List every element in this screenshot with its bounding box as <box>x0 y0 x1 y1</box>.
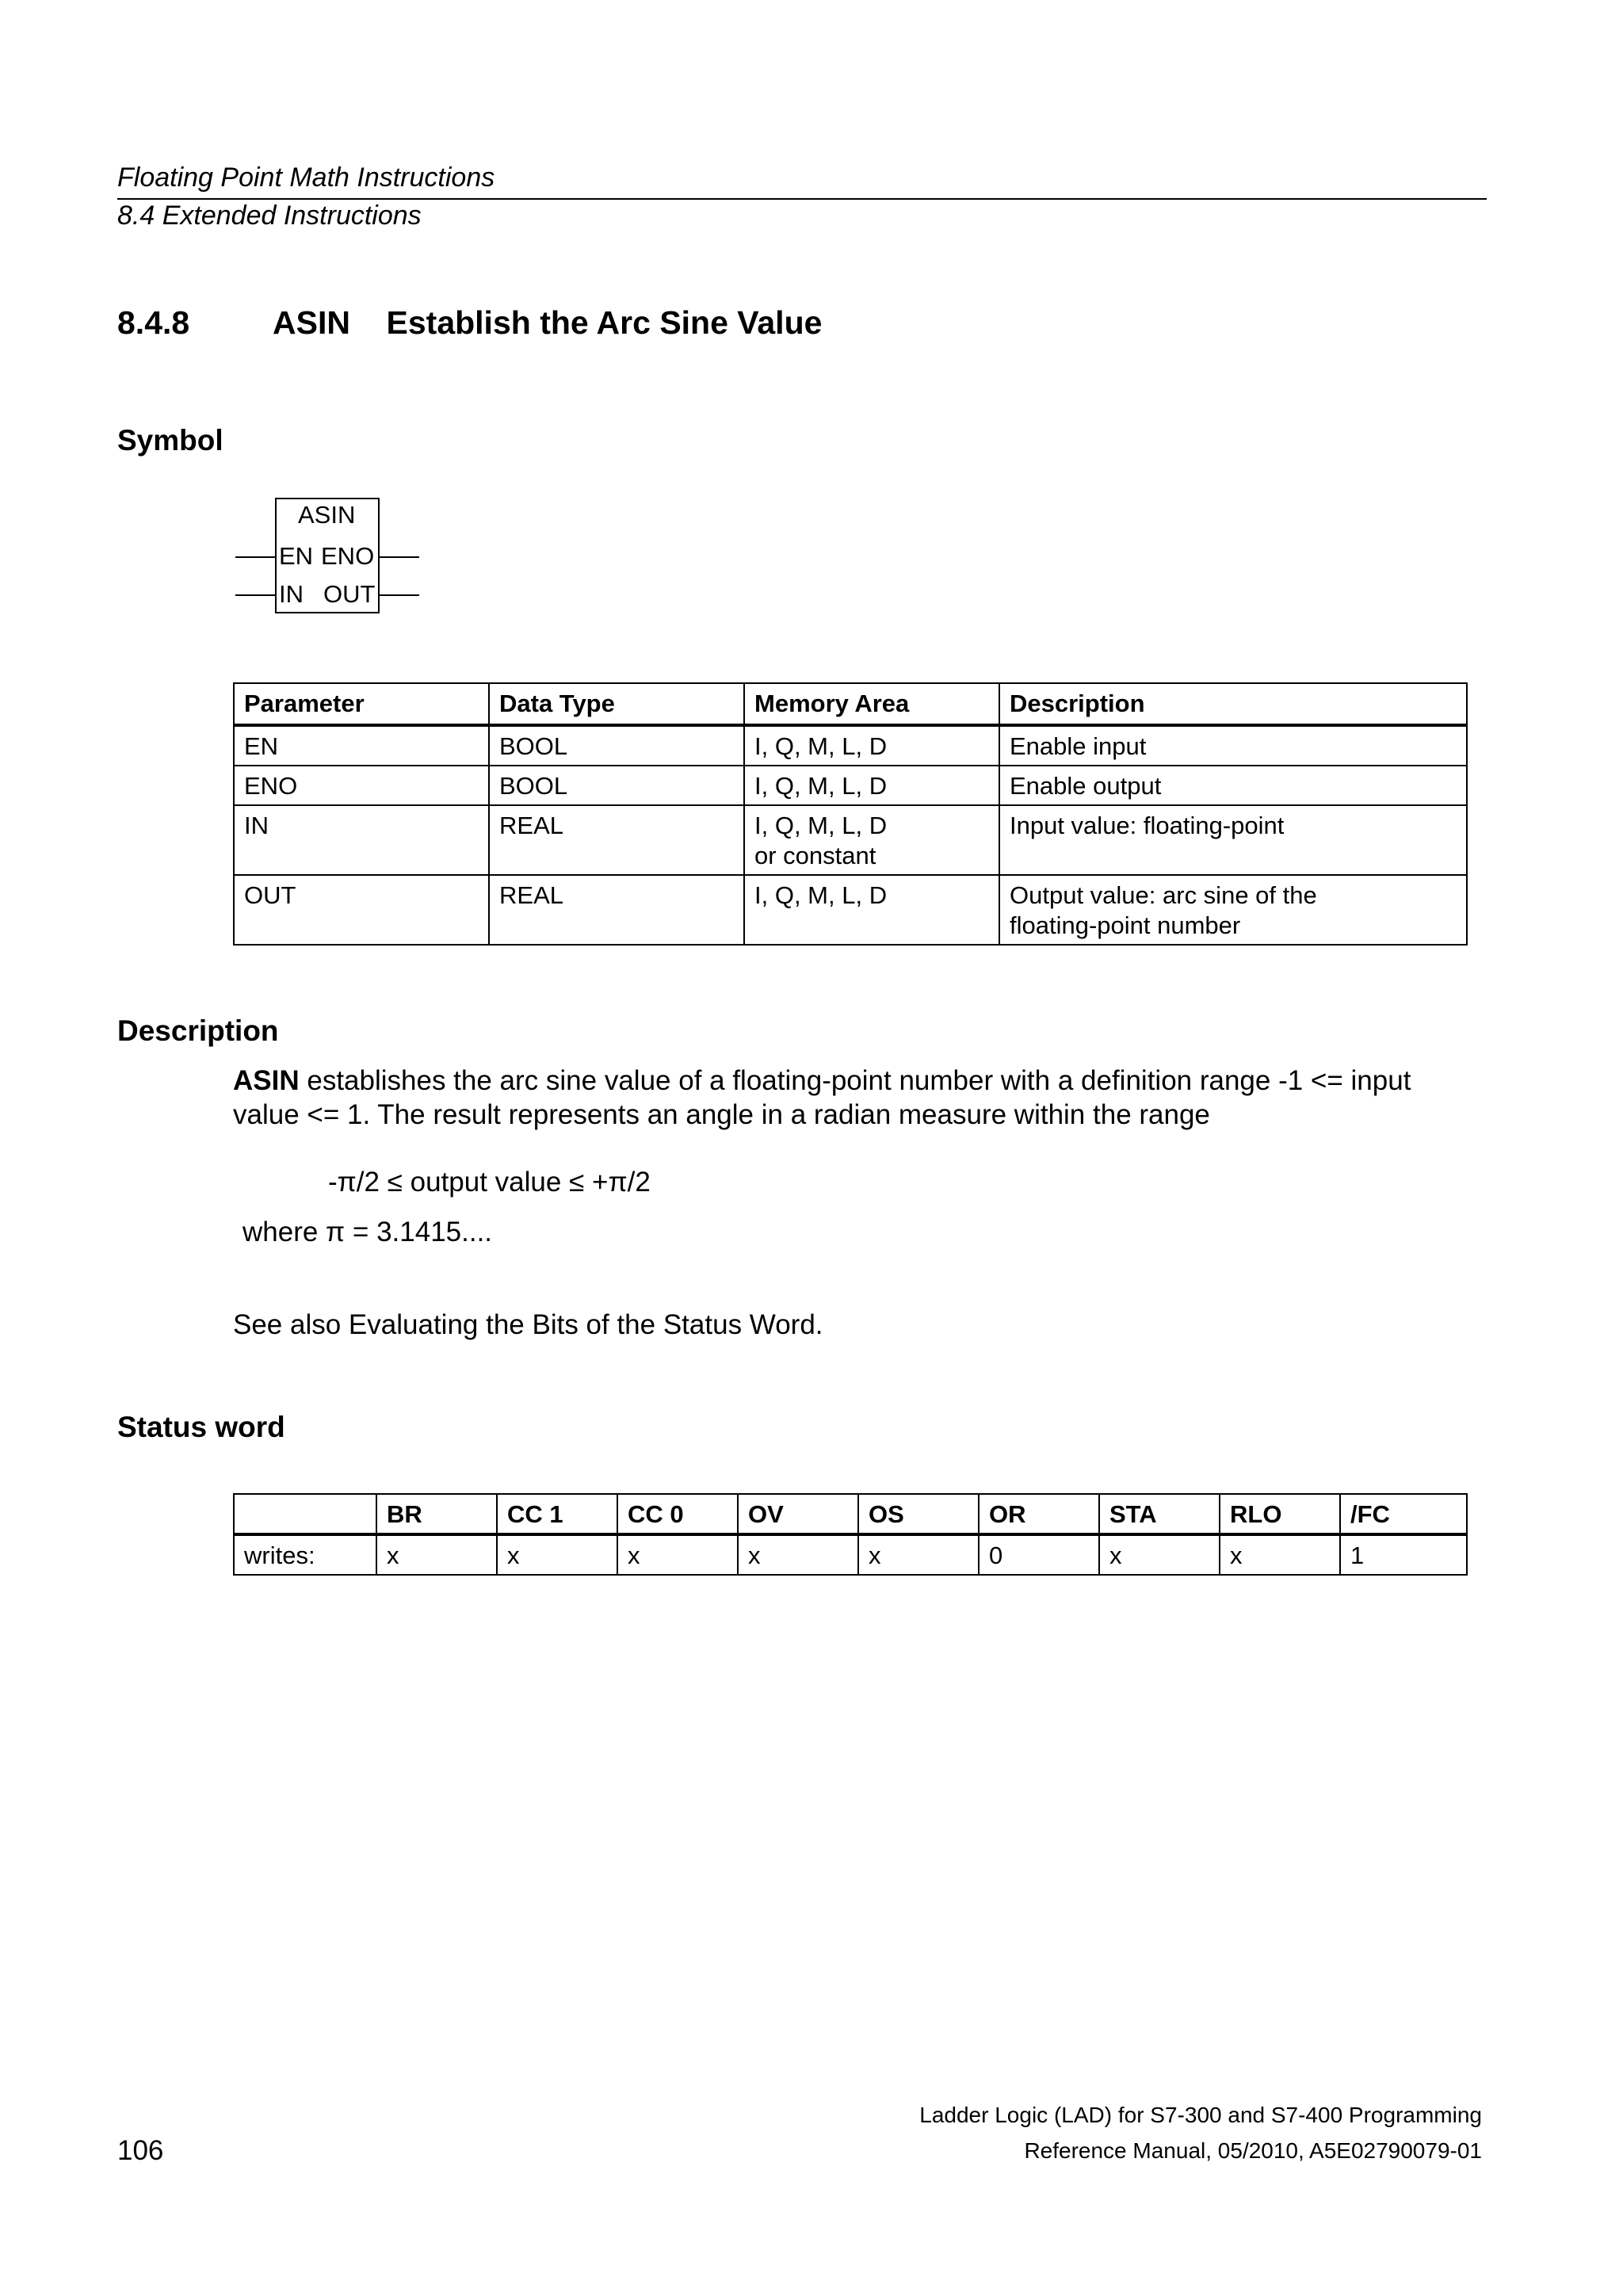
description-paragraph <box>233 1064 1501 1132</box>
description-line-1 <box>233 1064 1501 1098</box>
cell: x <box>1099 1534 1220 1575</box>
table-row <box>234 875 1467 945</box>
status-col: CC 0 <box>617 1494 738 1534</box>
cell-line: Output value: arc sine of the <box>1010 881 1317 909</box>
cell: x <box>617 1534 738 1575</box>
cell <box>999 875 1467 945</box>
cell <box>744 805 999 875</box>
cell: BOOL <box>489 725 744 766</box>
status-col: OS <box>858 1494 979 1534</box>
symbol-box-title: ASIN <box>298 501 356 529</box>
section-number: 8.4.8 <box>117 304 190 341</box>
cell: Enable output <box>999 766 1467 805</box>
eno-wire <box>380 556 419 558</box>
cell: x <box>858 1534 979 1575</box>
parameter-table <box>233 682 1468 946</box>
status-col <box>234 1494 376 1534</box>
cell: I, Q, M, L, D <box>744 766 999 805</box>
symbol-heading: Symbol <box>117 424 223 457</box>
col-parameter: Parameter <box>234 683 489 725</box>
cell: I, Q, M, L, D <box>744 725 999 766</box>
cell: x <box>1220 1534 1340 1575</box>
status-header-row <box>234 1494 1467 1534</box>
description-heading: Description <box>117 1014 279 1047</box>
status-word-table <box>233 1493 1468 1576</box>
cell: writes: <box>234 1534 376 1575</box>
col-description: Description <box>999 683 1467 725</box>
cell: x <box>376 1534 497 1575</box>
header-rule <box>117 198 1487 200</box>
running-header-chapter: Floating Point Math Instructions <box>117 162 495 193</box>
col-data-type: Data Type <box>489 683 744 725</box>
cell: BOOL <box>489 766 744 805</box>
cell: Input value: floating-point <box>999 805 1467 875</box>
cell: 1 <box>1340 1534 1467 1575</box>
status-writes-row <box>234 1534 1467 1575</box>
out-wire <box>380 594 419 596</box>
status-col: OV <box>738 1494 858 1534</box>
status-word-heading: Status word <box>117 1411 285 1443</box>
description-text: establishes the arc sine value of a floating-point number with a definition range -1 <= input <box>299 1065 1411 1096</box>
cell: x <box>497 1534 617 1575</box>
running-header-section: 8.4 Extended Instructions <box>117 201 422 231</box>
cell-line: floating-point number <box>1010 911 1241 939</box>
cell: Enable input <box>999 725 1467 766</box>
pi-definition: where π = 3.1415.... <box>242 1217 493 1247</box>
description-line-2: value <= 1. The result represents an angle in a radian measure within the range <box>233 1099 1210 1130</box>
footer-manual-title: Ladder Logic (LAD) for S7-300 and S7-400 Programming <box>919 2103 1482 2127</box>
symbol-input-en: EN <box>279 542 314 570</box>
parameter-table-header <box>234 683 1467 725</box>
symbol-output-out: OUT <box>323 580 376 608</box>
in-wire <box>235 594 275 596</box>
symbol-input-in: IN <box>279 580 304 608</box>
cell: REAL <box>489 875 744 945</box>
cell: OUT <box>234 875 489 945</box>
table-row <box>234 725 1467 766</box>
cell: ENO <box>234 766 489 805</box>
footer-manual-ref: Reference Manual, 05/2010, A5E02790079-01 <box>1024 2138 1482 2163</box>
status-col: /FC <box>1340 1494 1467 1534</box>
table-row <box>234 805 1467 875</box>
range-formula: -π/2 ≤ output value ≤ +π/2 <box>328 1167 651 1198</box>
cell: REAL <box>489 805 744 875</box>
en-wire <box>235 556 275 558</box>
cell: I, Q, M, L, D <box>744 875 999 945</box>
table-row <box>234 766 1467 805</box>
asin-keyword: ASIN <box>233 1065 300 1096</box>
section-title: ASIN Establish the Arc Sine Value <box>273 304 823 341</box>
status-col: STA <box>1099 1494 1220 1534</box>
page-number: 106 <box>117 2135 164 2166</box>
cell-line: I, Q, M, L, D <box>754 812 888 839</box>
cell: IN <box>234 805 489 875</box>
see-also-link[interactable]: See also Evaluating the Bits of the Status Word. <box>233 1309 823 1340</box>
status-col: OR <box>979 1494 1099 1534</box>
symbol-output-eno: ENO <box>321 542 375 570</box>
status-col: BR <box>376 1494 497 1534</box>
cell: EN <box>234 725 489 766</box>
status-col: RLO <box>1220 1494 1340 1534</box>
status-col: CC 1 <box>497 1494 617 1534</box>
col-memory-area: Memory Area <box>744 683 999 725</box>
cell: x <box>738 1534 858 1575</box>
cell: 0 <box>979 1534 1099 1575</box>
cell-line: or constant <box>754 842 876 869</box>
